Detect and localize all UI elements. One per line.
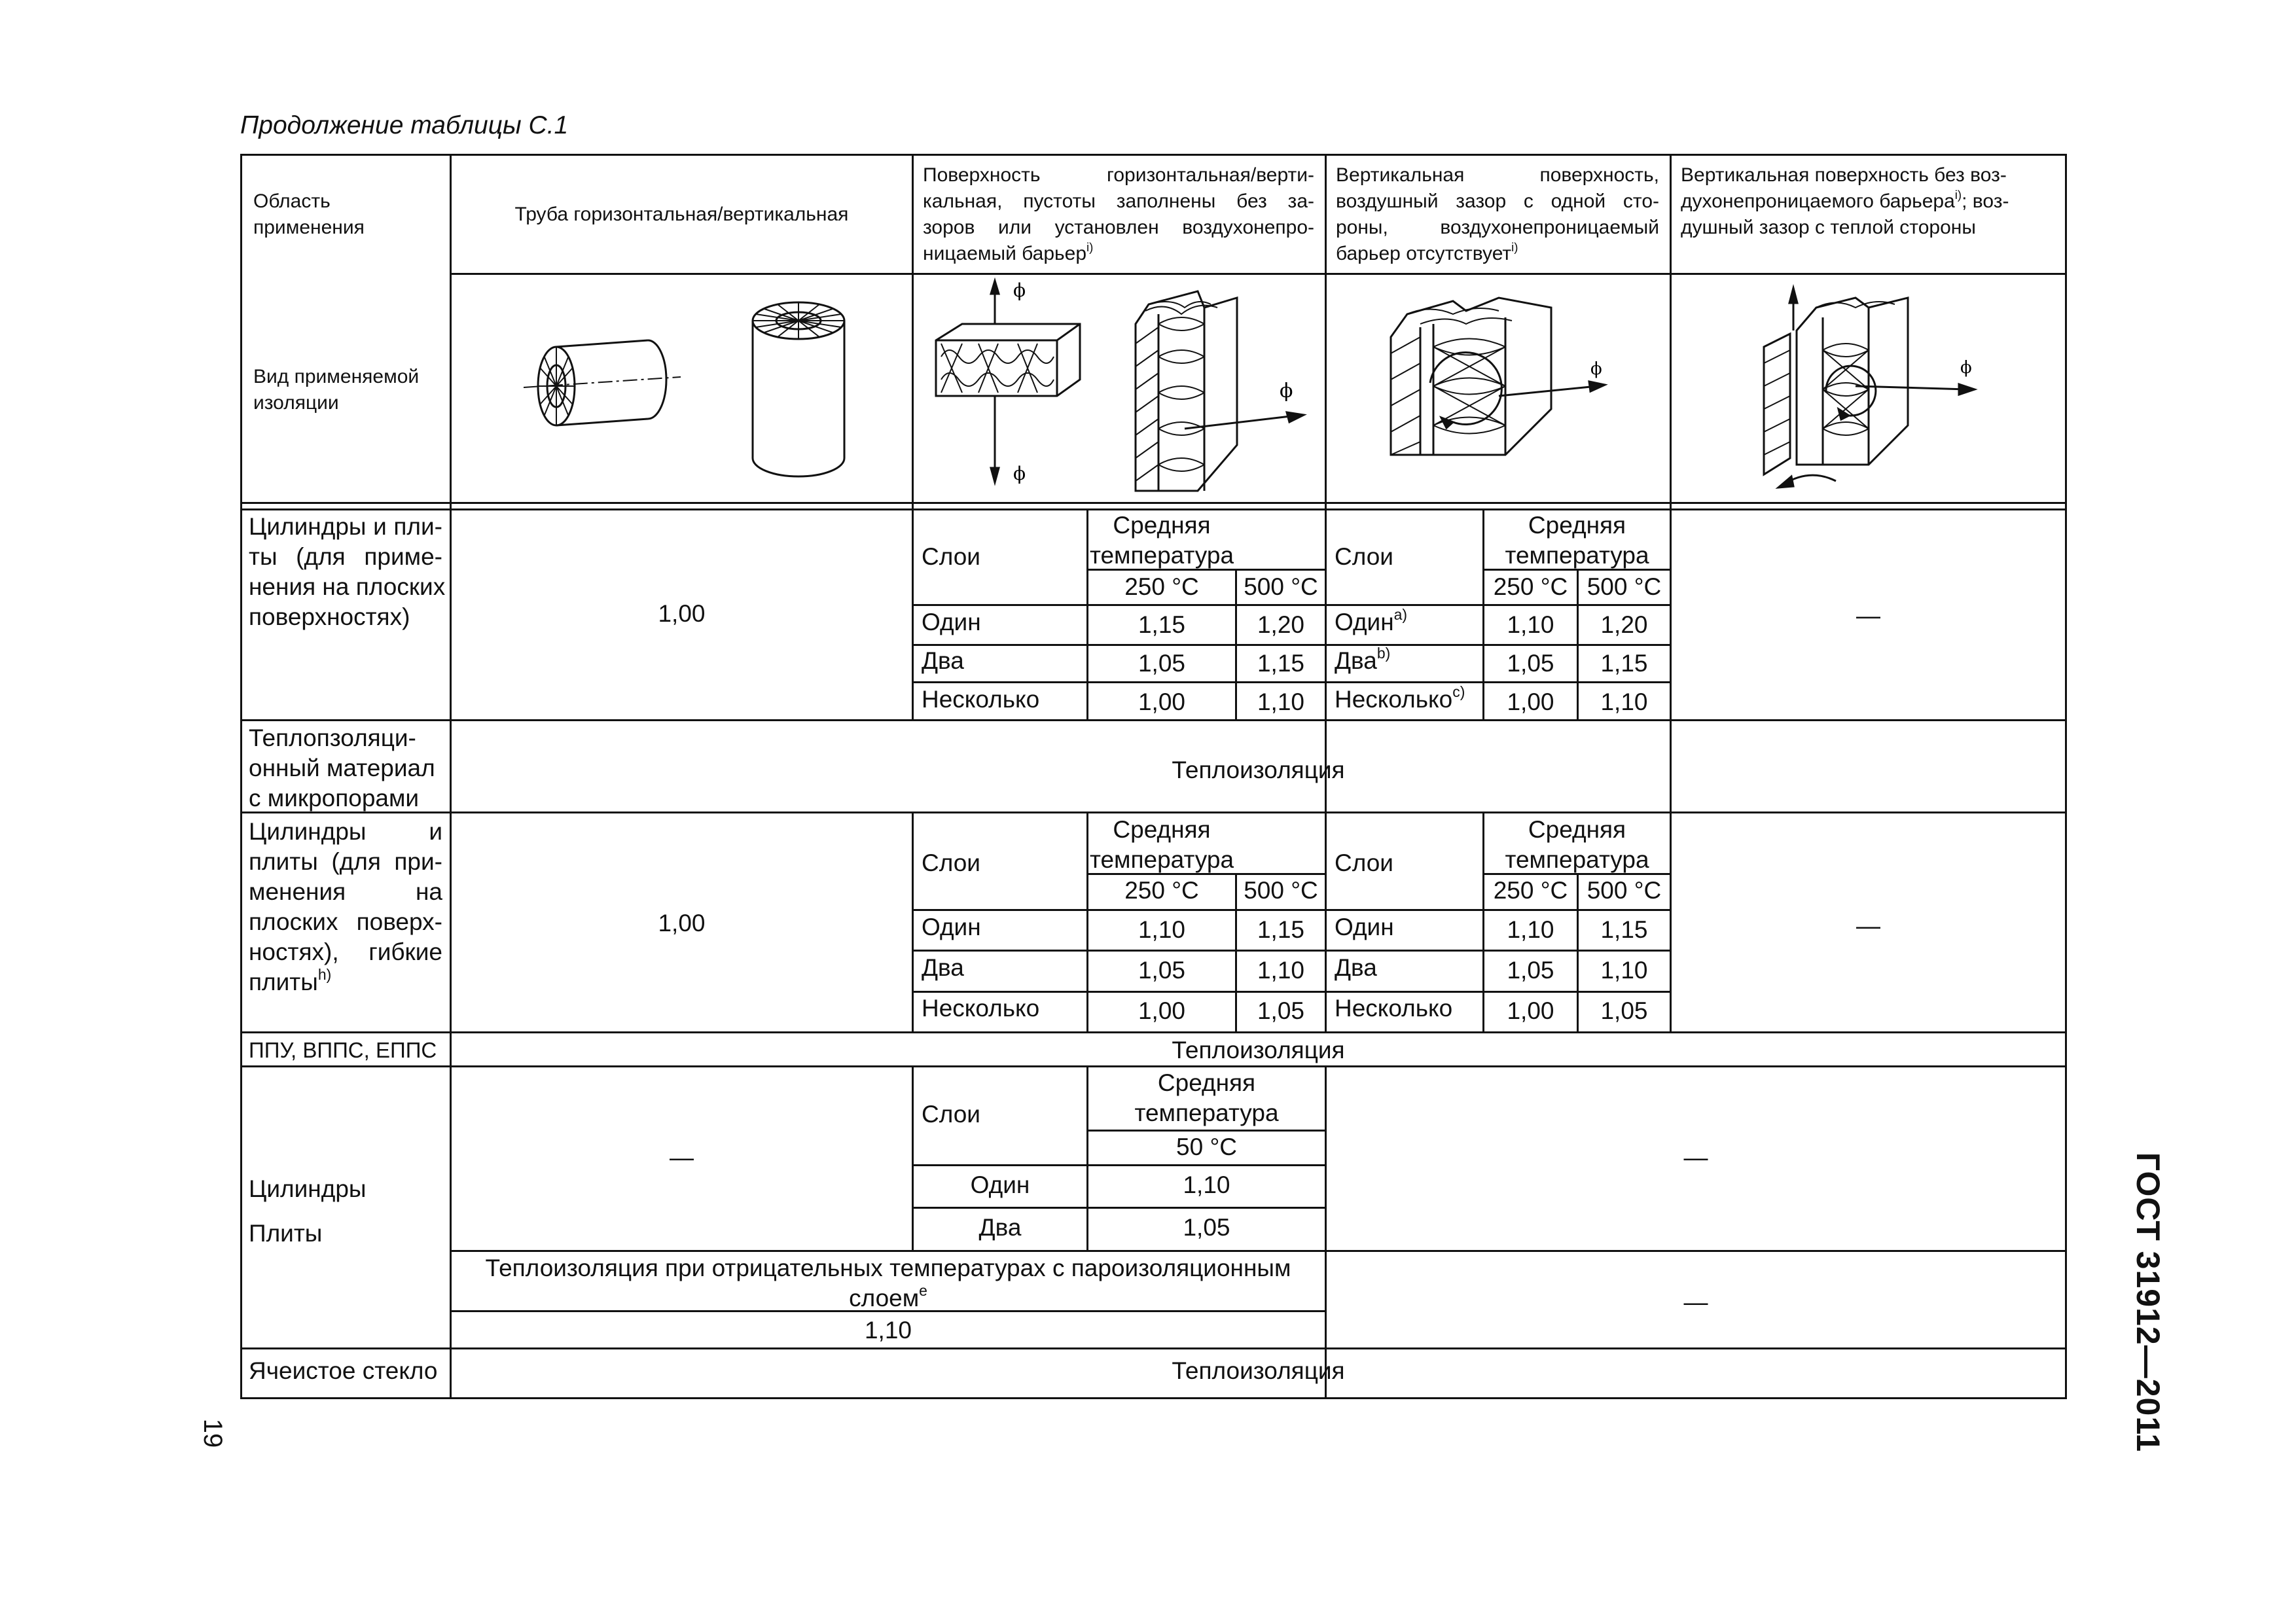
row5-avgtemp: Средняя температура	[1134, 1069, 1279, 1126]
row1-layers-header-a: Слои	[922, 543, 980, 570]
row1-t500-b: 500 °С	[1587, 573, 1662, 600]
row6-label: Ячеистое стекло	[249, 1357, 438, 1384]
phi-label-gap: ϕ	[1590, 359, 1602, 379]
row3-dash: —	[1856, 912, 1880, 939]
row5-label-cylinders: Цилиндры	[249, 1175, 367, 1202]
row1-val-a-2-500: 1,15	[1257, 650, 1304, 677]
row3-label: Цилиндры и плиты (для при- менения на плоских поверх- ностях), гибкие плиты$^{h)}$	[249, 818, 442, 995]
row1-layer-one-a: Один	[922, 609, 981, 635]
row5-val-two: 1,05	[1183, 1214, 1230, 1241]
phi-label-top: ϕ	[1013, 279, 1026, 301]
header-view-label: Вид применяемой изоляции	[253, 366, 420, 414]
row5-right-dash: —	[1683, 1144, 1708, 1171]
row3-layer-two-a: Два	[922, 954, 964, 981]
document-code: ГОСТ 31912—2011	[2130, 1152, 2166, 1453]
row3-val-a-1-250: 1,10	[1138, 916, 1185, 943]
row4-label: ППУ, ВППС, ЕППС	[249, 1038, 437, 1062]
row3-val-b-3-500: 1,05	[1600, 997, 1648, 1024]
row1-layer-many-a: Несколько	[922, 686, 1040, 713]
row1-val-b-1-500: 1,20	[1600, 611, 1648, 638]
flat-block-illustration	[923, 278, 1316, 494]
row3-val-b-2-250: 1,05	[1507, 957, 1554, 984]
header-area-label: Область применения	[253, 190, 365, 238]
row3-val-b-3-250: 1,00	[1507, 997, 1554, 1024]
header-col-pipe: Труба горизонтальная/вертикальная	[514, 204, 849, 225]
row5-negative-temp-value: 1,10	[864, 1317, 912, 1344]
row3-val-a-3-500: 1,05	[1257, 997, 1304, 1024]
row3-val-a-2-500: 1,10	[1257, 957, 1304, 984]
row1-val-a-3-500: 1,10	[1257, 688, 1304, 715]
vertical-nobarrier-illustration	[1757, 278, 2000, 494]
row1-avgtemp-a: Средняя температура	[1089, 512, 1234, 569]
row1-layer-two-b: Два$^{b)}$	[1335, 644, 1391, 674]
row1-t500-a: 500 °С	[1244, 573, 1318, 600]
header-col-vertical-nobarrier: Вертикальная поверхность без воз- духонепроницаемого барьера$^{i)}$; воз- душный зазор с теплой стороны	[1681, 164, 2009, 238]
row5-negative-temp-text: Теплоизоляция при отрицательных температурах с пароизоляционным слоем$^e$	[485, 1255, 1291, 1311]
row1-layer-many-b: Несколько$^{c)}$	[1335, 683, 1465, 713]
row1-val-a-1-250: 1,15	[1138, 611, 1185, 638]
row1-pipe-value: 1,00	[658, 600, 706, 627]
table-caption: Продолжение таблицы С.1	[240, 111, 569, 139]
row5-layer-two: Два	[978, 1214, 1022, 1241]
row1-t250-b: 250 °С	[1493, 573, 1568, 600]
row6-insulation: Теплоизоляция	[1172, 1357, 1345, 1384]
row1-avgtemp-b: Средняя температура	[1505, 512, 1649, 569]
row3-layers-header-a: Слои	[922, 849, 980, 876]
row1-val-a-2-250: 1,05	[1138, 650, 1185, 677]
row1-layer-two-a: Два	[922, 647, 964, 674]
row1-label: Цилиндры и пли- ты (для приме- нения на плоских поверхностях)	[249, 513, 446, 630]
row4-insulation: Теплоизоляция	[1172, 1037, 1345, 1063]
pipe-illustration	[517, 294, 884, 491]
row3-val-b-1-250: 1,10	[1507, 916, 1554, 943]
header-col-vertical-gap: Вертикальная поверхность, воздушный зазор с одной сто- роны, воздухонепроницаемый барьер отсутствует$^{i)}$	[1336, 164, 1659, 264]
row3-val-a-2-250: 1,05	[1138, 957, 1185, 984]
row3-layer-one-a: Один	[922, 914, 981, 940]
row2-insulation: Теплоизоляция	[1172, 757, 1345, 783]
row3-t250-b: 250 °С	[1493, 877, 1568, 904]
row3-layer-two-b: Два	[1335, 954, 1377, 981]
row2-label: Теплопзоляци- онный материал с микропорами	[249, 724, 435, 812]
row1-val-b-3-250: 1,00	[1507, 688, 1554, 715]
row5-t50: 50 °С	[1176, 1133, 1237, 1160]
row3-layer-one-b: Один	[1335, 914, 1394, 940]
row3-layer-many-a: Несколько	[922, 995, 1040, 1022]
header-col-horizontal: Поверхность горизонтальная/верти- кальная, пустоты заполнены без за- зоров или установлен воздухонепро- ницаемый барьер$^{i)}$	[923, 164, 1314, 264]
row1-layers-header-b: Слои	[1335, 543, 1393, 570]
row1-val-b-2-500: 1,15	[1600, 650, 1648, 677]
page-number: 19	[198, 1418, 227, 1448]
row1-val-b-2-250: 1,05	[1507, 650, 1554, 677]
row3-t500-a: 500 °С	[1244, 877, 1318, 904]
row3-avgtemp-a: Средняя температура	[1089, 816, 1234, 873]
row5-label-plates: Плиты	[249, 1220, 323, 1247]
row5-layer-one: Один	[970, 1171, 1030, 1198]
row3-layers-header-b: Слои	[1335, 849, 1393, 876]
row5-val-one: 1,10	[1183, 1171, 1230, 1198]
row1-t250-a: 250 °С	[1124, 573, 1199, 600]
row5-layers-header: Слои	[922, 1101, 980, 1128]
vertical-gap-illustration	[1381, 288, 1643, 484]
row3-pipe-value: 1,00	[658, 910, 706, 936]
row3-val-a-1-500: 1,15	[1257, 916, 1304, 943]
phi-label-nobarrier: ϕ	[1960, 358, 1972, 378]
phi-label-bottom: ϕ	[1013, 463, 1026, 484]
row5-pipe-dash: —	[670, 1144, 694, 1171]
row1-layer-one-b: Один$^{a)}$	[1335, 605, 1408, 635]
row3-val-a-3-250: 1,00	[1138, 997, 1185, 1024]
row1-val-b-3-500: 1,10	[1600, 688, 1648, 715]
row1-val-a-1-500: 1,20	[1257, 611, 1304, 638]
row1-val-b-1-250: 1,10	[1507, 611, 1554, 638]
row3-t250-a: 250 °С	[1124, 877, 1199, 904]
row5-negative-dash: —	[1683, 1289, 1708, 1315]
row3-t500-b: 500 °С	[1587, 877, 1662, 904]
row1-val-a-3-250: 1,00	[1138, 688, 1185, 715]
row3-val-b-1-500: 1,15	[1600, 916, 1648, 943]
row3-layer-many-b: Несколько	[1335, 995, 1453, 1022]
row3-avgtemp-b: Средняя температура	[1505, 816, 1649, 873]
row3-val-b-2-500: 1,10	[1600, 957, 1648, 984]
row1-dash: —	[1856, 602, 1880, 629]
phi-label-right: ϕ	[1280, 380, 1293, 402]
